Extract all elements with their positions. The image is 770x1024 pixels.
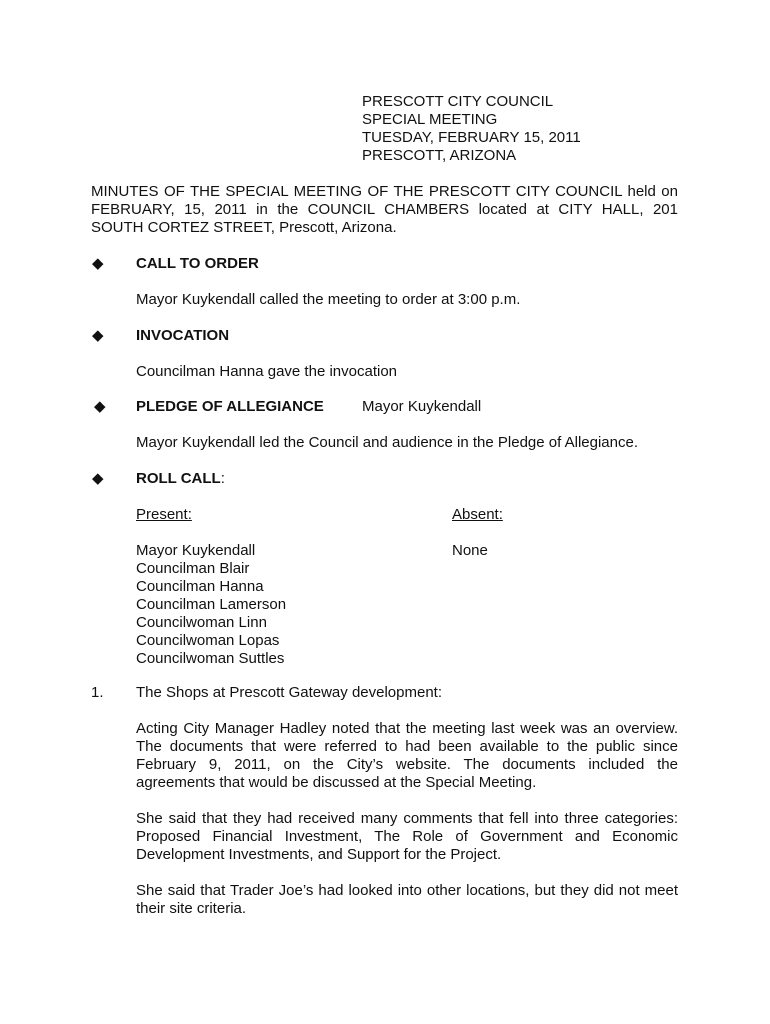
invocation-heading: INVOCATION [136,327,230,344]
intro-line-3: SOUTH CORTEZ STREET, Prescott, Arizona. [91,219,397,236]
call-to-order-text: Mayor Kuykendall called the meeting to order at 3:00 p.m. [136,291,521,308]
header-location: PRESCOTT, ARIZONA [362,147,517,164]
pledge-heading: PLEDGE OF ALLEGIANCE [136,398,324,415]
header-meeting-type: SPECIAL MEETING [362,111,498,128]
diamond-bullet-icon: ◆ [92,470,104,487]
diamond-bullet-icon: ◆ [92,327,104,344]
present-member: Councilwoman Lopas [136,632,280,649]
intro-line-2: FEBRUARY, 15, 2011 in the COUNCIL CHAMBERS located at CITY HALL, 201 [91,201,678,218]
item1-para1-line: February 9, 2011, on the City’s website. The documents included the [136,756,678,773]
item1-para2-line: Proposed Financial Investment, The Role of Government and Economic [136,828,678,845]
header-date: TUESDAY, FEBRUARY 15, 2011 [362,129,581,146]
header-council: PRESCOTT CITY COUNCIL [362,93,554,110]
pledge-text: Mayor Kuykendall led the Council and audience in the Pledge of Allegiance. [136,434,639,451]
present-member: Councilwoman Linn [136,614,267,631]
absent-member: None [452,542,488,559]
invocation-text: Councilman Hanna gave the invocation [136,363,397,380]
absent-label: Absent: [452,506,503,523]
present-list [136,542,286,668]
call-to-order-heading: CALL TO ORDER [136,255,259,272]
roll-call-heading-text: ROLL CALL [136,470,221,487]
item-title: The Shops at Prescott Gateway development: [136,684,442,701]
item1-para3-line: their site criteria. [136,900,247,917]
pledge-leader: Mayor Kuykendall [362,398,482,415]
item1-para3-line: She said that Trader Joe’s had looked into other locations, but they did not meet [136,882,678,899]
present-label: Present: [136,506,192,523]
intro-line-1: MINUTES OF THE SPECIAL MEETING OF THE PRESCOTT CITY COUNCIL held on [91,183,678,200]
present-member: Councilman Lamerson [136,596,287,613]
present-member: Councilman Blair [136,560,250,577]
present-member: Councilwoman Suttles [136,650,285,667]
present-member: Councilman Hanna [136,578,264,595]
diamond-bullet-icon: ◆ [92,255,104,272]
item1-para1-line: agreements that would be discussed at the Special Meeting. [136,774,537,791]
diamond-bullet-icon: ◆ [94,398,106,415]
item1-para2-line: She said that they had received many comments that fell into three categories: [136,810,678,827]
roll-call-colon: : [220,470,225,487]
item-number: 1. [91,684,104,701]
item1-para1-line: The documents that were referred to had been available to the public since [136,738,678,755]
roll-call-heading [136,470,225,488]
item1-para1-line: Acting City Manager Hadley noted that the meeting last week was an overview. [136,720,678,737]
present-member: Mayor Kuykendall [136,542,256,559]
item1-para2-line: Development Investments, and Support for the Project. [136,846,502,863]
document-header [362,93,581,165]
